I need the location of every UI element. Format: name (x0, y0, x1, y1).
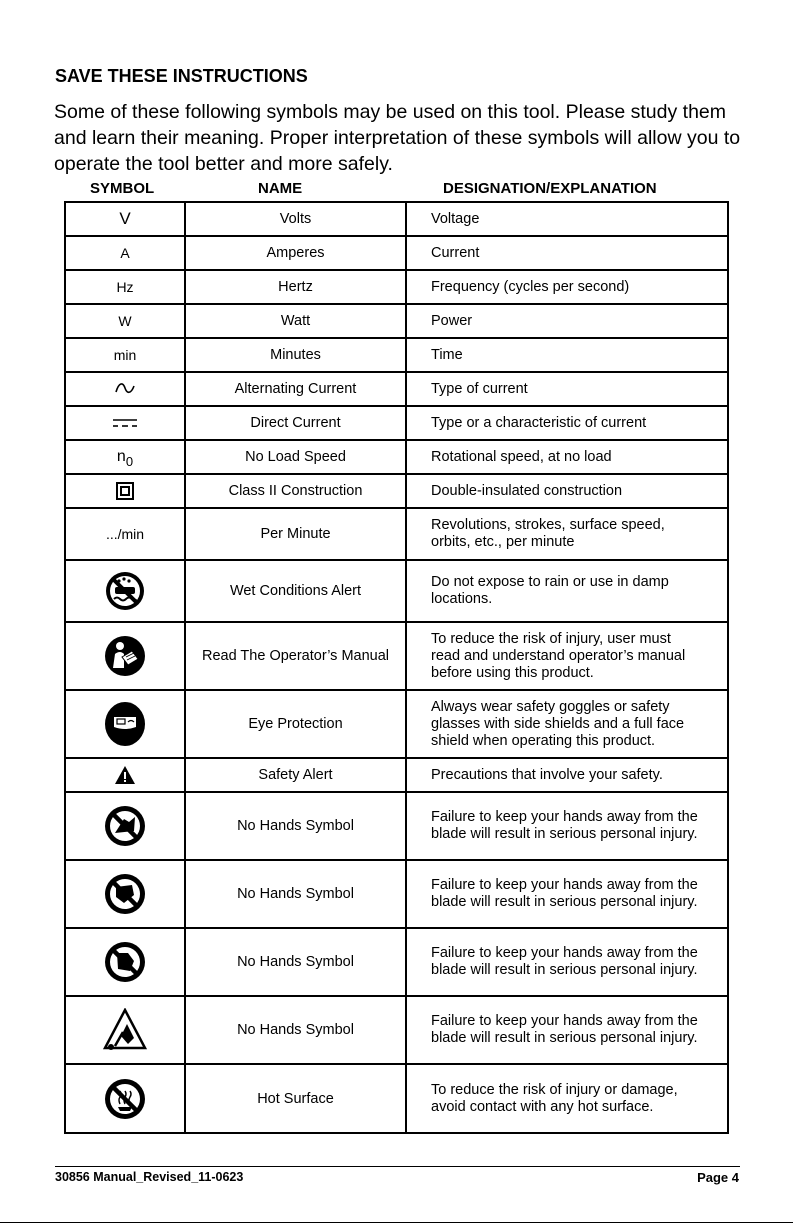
symbol-cell (66, 561, 186, 621)
table-row (66, 305, 727, 339)
symbol-cell (66, 1065, 186, 1132)
hot-surface-icon (104, 1078, 146, 1120)
name-cell: No Hands Symbol (186, 929, 407, 995)
designation-cell: Precautions that involve your safety. (431, 766, 663, 783)
symbol-n: n (116, 448, 126, 465)
designation-cell (407, 861, 727, 927)
no-hands-icon (104, 805, 146, 847)
table-row (66, 691, 727, 759)
direct-current-icon (112, 418, 138, 428)
name-cell: Hot Surface (186, 1065, 407, 1132)
table-row (66, 929, 727, 997)
symbol-cell: A (66, 237, 186, 269)
eye-protection-icon (104, 701, 146, 747)
designation-cell (407, 929, 727, 995)
symbol-cell (66, 441, 186, 473)
designation-line: Failure to keep your hands away from the (431, 945, 698, 961)
footer-divider (55, 1166, 740, 1167)
designation-cell: Frequency (cycles per second) (431, 278, 630, 295)
alternating-current-icon (114, 382, 136, 396)
name-cell: Per Minute (186, 509, 407, 559)
designation-line: Failure to keep your hands away from the (431, 809, 698, 825)
symbol-cell (66, 759, 186, 791)
designation-line: To reduce the risk of injury or damage, (431, 1081, 678, 1098)
symbol-cell (66, 407, 186, 439)
table-row (66, 623, 727, 691)
designation-line: glasses with side shields and a full face (431, 715, 685, 732)
name-cell: Alternating Current (186, 373, 407, 405)
table-row (66, 339, 727, 373)
table-row (66, 203, 727, 237)
table-row (66, 997, 727, 1065)
name-cell: No Load Speed (186, 441, 407, 473)
name-cell: No Hands Symbol (186, 793, 407, 859)
symbol-cell (66, 929, 186, 995)
symbol-cell: .../min (66, 509, 186, 559)
footer-document-id: 30856 Manual_Revised_11-0623 (55, 1170, 244, 1184)
designation-cell (407, 1065, 727, 1132)
designation-line: shield when operating this product. (431, 732, 656, 749)
name-cell: Wet Conditions Alert (186, 561, 407, 621)
designation-line: Always wear safety goggles or safety (431, 698, 670, 715)
table-row (66, 509, 727, 561)
wet-conditions-icon (104, 570, 146, 612)
table-row (66, 441, 727, 475)
table-row (66, 475, 727, 509)
name-cell: Eye Protection (186, 691, 407, 757)
designation-cell: Type of current (431, 380, 528, 397)
table-row (66, 561, 727, 623)
name-cell: Hertz (186, 271, 407, 303)
designation-line: Failure to keep your hands away from the (431, 877, 698, 893)
designation-line: blade will result in serious personal injury. (431, 962, 698, 978)
designation-line: blade will result in serious personal injury. (431, 826, 698, 842)
designation-line: Do not expose to rain or use in damp (431, 574, 669, 590)
designation-cell: Double-insulated construction (431, 482, 623, 499)
column-header-symbol: SYMBOL (90, 180, 155, 197)
page-bottom-rule (0, 1222, 793, 1223)
symbol-cell (66, 373, 186, 405)
designation-line: before using this product. (431, 664, 594, 681)
name-cell: No Hands Symbol (186, 997, 407, 1063)
symbol-cell: Hz (66, 271, 186, 303)
footer-page-number: Page 4 (697, 1170, 739, 1185)
column-header-designation: DESIGNATION/EXPLANATION (443, 180, 657, 197)
symbol-cell (66, 475, 186, 507)
name-cell: No Hands Symbol (186, 861, 407, 927)
designation-line: blade will result in serious personal injury. (431, 894, 698, 910)
name-cell: Amperes (186, 237, 407, 269)
symbols-table (64, 201, 729, 1134)
designation-cell: Type or a characteristic of current (431, 414, 647, 431)
table-row (66, 793, 727, 861)
designation-cell: Current (431, 244, 480, 261)
designation-line: blade will result in serious personal injury. (431, 1030, 698, 1046)
table-row (66, 271, 727, 305)
no-hands-warning-icon (103, 1008, 147, 1052)
name-cell: Watt (186, 305, 407, 337)
symbol-cell (66, 691, 186, 757)
no-hands-icon (104, 941, 146, 983)
symbol-cell (66, 793, 186, 859)
designation-line: Failure to keep your hands away from the (431, 1013, 698, 1029)
name-cell: Direct Current (186, 407, 407, 439)
table-row (66, 373, 727, 407)
table-row (66, 1065, 727, 1132)
page-heading: SAVE THESE INSTRUCTIONS (55, 66, 308, 86)
symbol-cell: W (66, 305, 186, 337)
designation-line: read and understand operator’s manual (431, 647, 686, 664)
designation-cell (407, 623, 727, 689)
symbol-subscript: 0 (125, 453, 134, 469)
name-cell: Safety Alert (186, 759, 407, 791)
table-row (66, 407, 727, 441)
no-hands-icon (104, 873, 146, 915)
designation-line: avoid contact with any hot surface. (431, 1098, 654, 1115)
designation-line: Revolutions, strokes, surface speed, (431, 517, 665, 533)
name-cell: Read The Operator’s Manual (186, 623, 407, 689)
designation-cell (407, 561, 727, 621)
table-row (66, 861, 727, 929)
designation-cell: Rotational speed, at no load (431, 448, 612, 465)
symbol-cell (66, 861, 186, 927)
name-cell: Volts (186, 203, 407, 235)
intro-paragraph: Some of these following symbols may be used on this tool. Please study them and learn their meaning. Proper interpretation of these symbols will allow you to operate the tool better and more safely. (54, 101, 741, 175)
read-manual-icon (104, 635, 146, 677)
designation-line: locations. (431, 591, 493, 607)
symbol-cell: min (66, 339, 186, 371)
safety-alert-icon (114, 765, 136, 785)
symbol-cell (66, 623, 186, 689)
designation-cell (407, 793, 727, 859)
symbol-cell (66, 997, 186, 1063)
name-cell: Class II Construction (186, 475, 407, 507)
designation-cell: Voltage (431, 210, 480, 227)
designation-cell (407, 997, 727, 1063)
class-ii-construction-icon (116, 482, 134, 500)
designation-line: orbits, etc., per minute (431, 534, 575, 550)
symbol-cell: V (66, 203, 186, 235)
designation-cell: Power (431, 312, 473, 329)
designation-line: To reduce the risk of injury, user must (431, 630, 671, 647)
designation-cell: Time (431, 346, 463, 363)
name-cell: Minutes (186, 339, 407, 371)
designation-cell (407, 691, 727, 757)
column-header-name: NAME (258, 180, 303, 197)
table-row (66, 237, 727, 271)
designation-cell (407, 509, 727, 559)
table-row (66, 759, 727, 793)
